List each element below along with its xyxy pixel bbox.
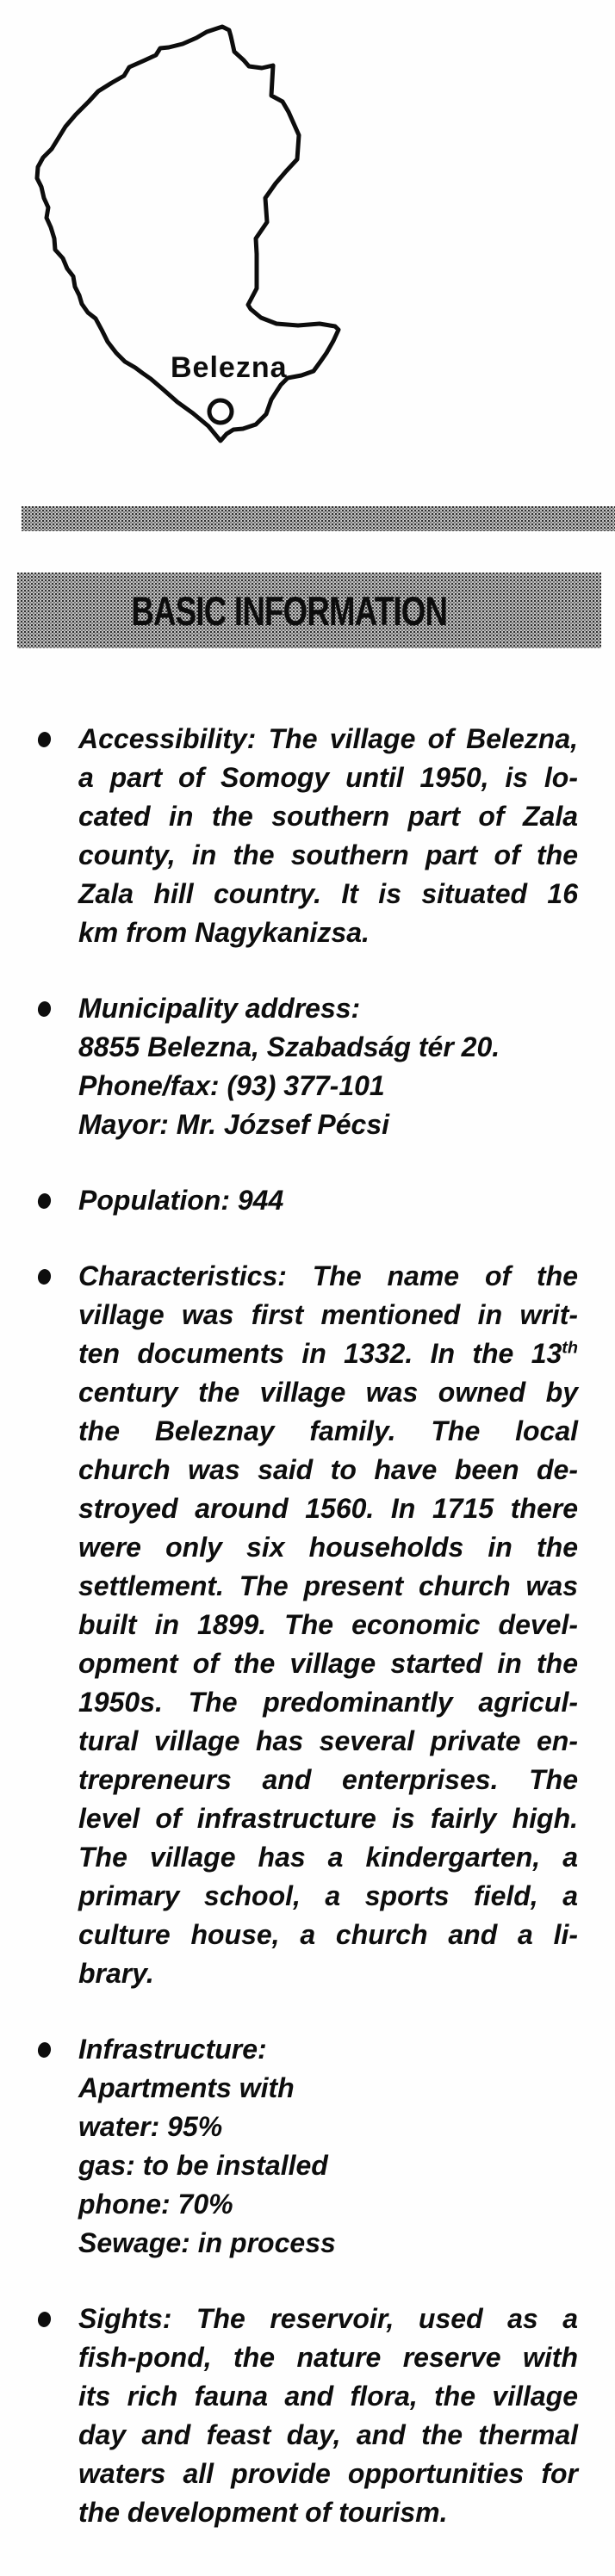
text-line: Infrastructure: <box>78 2034 267 2065</box>
section-divider-bar <box>22 506 615 531</box>
text-line: built in 1899. The economic devel- <box>78 1609 578 1640</box>
text-line: fish-pond, the nature reserve with <box>78 2342 578 2373</box>
bullet-item-sights <box>78 2300 578 2532</box>
bullet-dot-icon <box>36 2041 52 2059</box>
text-line: opment of the village started in the <box>78 1648 578 1679</box>
section-header-bar <box>17 573 601 648</box>
text-line: Phone/fax: (93) 377-101 <box>78 1070 385 1101</box>
map-label: Belezna <box>171 351 288 384</box>
text-line: stroyed around 1560. In 1715 there <box>78 1493 578 1524</box>
text-line: The village has a kindergarten, a <box>78 1842 578 1873</box>
bullet-item-infrastructure <box>78 2030 578 2263</box>
text-line: cated in the southern part of Zala <box>78 801 578 832</box>
village-map <box>0 0 615 482</box>
text-line: Municipality address: <box>78 993 361 1024</box>
text-line: the development of tourism. <box>78 2497 448 2528</box>
text-line: Zala hill country. It is situated 16 <box>78 878 578 909</box>
text-line: day and feast day, and the thermal <box>78 2419 578 2450</box>
text-line: phone: 70% <box>78 2189 233 2220</box>
text-line: 1950s. The predominantly agricul- <box>78 1687 578 1718</box>
bullet-list <box>78 720 578 2569</box>
text-line: settlement. The present church was <box>78 1570 578 1601</box>
text-line: Sewage: in process <box>78 2227 336 2258</box>
text-line: level of infrastructure is fairly high. <box>78 1803 578 1834</box>
text-line: a part of Somogy until 1950, is lo- <box>78 762 578 793</box>
text-line: Population: 944 <box>78 1185 284 1216</box>
text-line: gas: to be installed <box>78 2150 328 2181</box>
text-line: water: 95% <box>78 2111 223 2142</box>
text-line: Mayor: Mr. József Pécsi <box>78 1109 390 1140</box>
text-line: Accessibility: The village of Belezna, <box>78 723 578 754</box>
section-title: BASIC INFORMATION <box>131 587 448 634</box>
text-line: its rich fauna and flora, the village <box>78 2381 578 2412</box>
text-line: church was said to have been de- <box>78 1454 578 1485</box>
text-line: culture house, a church and a li- <box>78 1919 578 1950</box>
text-line: Apartments with <box>78 2072 295 2103</box>
text-line: km from Nagykanizsa. <box>78 917 370 948</box>
bullet-item-characteristics <box>78 1257 578 1993</box>
bullet-dot-icon <box>36 1268 52 1286</box>
village-marker-icon <box>209 400 232 423</box>
text-line: the Beleznay family. The local <box>78 1415 578 1446</box>
text-line: Characteristics: The name of the <box>78 1260 578 1291</box>
bullet-dot-icon <box>36 1000 52 1019</box>
text-line: century the village was owned by <box>78 1377 578 1408</box>
text-line: tural village has several private en- <box>78 1725 578 1756</box>
bullet-item-population <box>78 1181 578 1220</box>
bullet-item-municipality-address <box>78 989 578 1144</box>
text-line: primary school, a sports field, a <box>78 1880 578 1911</box>
text-line: Sights: The reservoir, used as a <box>78 2303 578 2334</box>
text-line: brary. <box>78 1958 154 1989</box>
text-line: ten documents in 1332. In the 13th <box>78 1338 578 1369</box>
text-line: trepreneurs and enterprises. The <box>78 1764 578 1795</box>
text-line: village was first mentioned in writ- <box>78 1299 578 1330</box>
bullet-dot-icon <box>36 731 52 749</box>
text-line: were only six households in the <box>78 1532 578 1563</box>
text-line: waters all provide opportunities for <box>78 2458 578 2489</box>
bullet-dot-icon <box>36 1192 52 1211</box>
bullet-dot-icon <box>36 2311 52 2329</box>
text-line: 8855 Belezna, Szabadság tér 20. <box>78 1031 500 1062</box>
text-line: county, in the southern part of the <box>78 839 578 870</box>
bullet-item-accessibility <box>78 720 578 952</box>
